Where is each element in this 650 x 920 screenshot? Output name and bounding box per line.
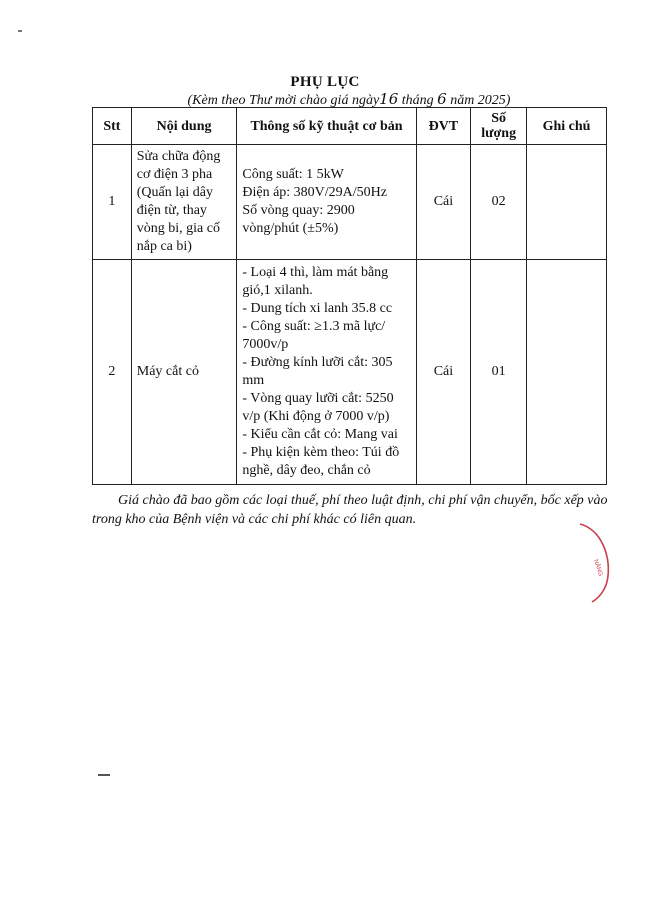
header-qty-line1: Số xyxy=(491,111,507,126)
header-unit: ĐVT xyxy=(416,108,471,145)
row-note xyxy=(527,260,607,485)
spec-line: - Loại 4 thì, làm mát bằng gió,1 xilanh. xyxy=(242,265,389,298)
row-spec xyxy=(237,145,416,260)
scan-dash xyxy=(98,774,110,776)
table-row xyxy=(93,260,607,485)
table-row xyxy=(93,145,607,260)
handwritten-month: 6 xyxy=(437,90,447,108)
row-qty: 01 xyxy=(471,260,527,485)
row-content: Máy cắt cỏ xyxy=(131,260,237,485)
header-spec: Thông số kỹ thuật cơ bản xyxy=(237,108,416,145)
scan-speck xyxy=(18,30,22,32)
spec-line: - Phụ kiện kèm theo: Túi đồ nghề, dây đeo, chắn cỏ xyxy=(242,445,400,478)
annex-table xyxy=(92,107,607,485)
row-stt: 1 xyxy=(93,145,132,260)
row-content: Sửa chữa động cơ điện 3 pha (Quấn lại dây điện từ, thay vòng bi, gia cố nắp ca bi) xyxy=(131,145,237,260)
row-spec xyxy=(237,260,416,485)
footer-note: Giá chào đã bao gồm các loại thuế, phí theo luật định, chi phí vận chuyển, bốc xếp vào trong kho của Bệnh viện và các chi phí khác có liên quan. xyxy=(92,493,608,527)
subtitle-prefix: (Kèm theo Thư mời chào giá ngày xyxy=(187,93,380,108)
row-qty: 02 xyxy=(471,145,527,260)
row-unit: Cái xyxy=(416,260,471,485)
row-unit: Cái xyxy=(416,145,471,260)
spec-line: Công suất: 1 5kW xyxy=(242,167,344,182)
spec-line: - Kiểu cần cắt cỏ: Mang vai xyxy=(242,427,398,442)
header-qty-line2: lượng xyxy=(481,126,517,141)
table-header-row xyxy=(93,108,607,145)
header-stt: Stt xyxy=(93,108,132,145)
subtitle-suffix: năm 2025) xyxy=(446,93,511,108)
row-note xyxy=(527,145,607,260)
page-title: PHỤ LỤC xyxy=(290,74,360,90)
spec-line: - Dung tích xi lanh 35.8 cc xyxy=(242,301,393,316)
stamp-lettering: NĂNG xyxy=(592,558,604,578)
spec-line: - Công suất: ≥1.3 mã lực/ 7000v/p xyxy=(242,319,386,352)
spec-line: Điện áp: 380V/29A/50Hz xyxy=(242,185,388,200)
spec-line: Số vòng quay: 2900 vòng/phút (±5%) xyxy=(242,203,355,236)
red-stamp-fragment xyxy=(578,520,612,604)
row-stt: 2 xyxy=(93,260,132,485)
subtitle-month-label: tháng xyxy=(398,93,438,108)
spec-line: - Vòng quay lưỡi cắt: 5250 v/p (Khi động ở 7000 v/p) xyxy=(242,391,394,424)
header-qty xyxy=(471,108,527,145)
header-note: Ghi chú xyxy=(527,108,607,145)
spec-line: - Đường kính lưỡi cắt: 305 mm xyxy=(242,355,393,388)
handwritten-day: 16 xyxy=(379,90,399,108)
header-content: Nội dung xyxy=(131,108,237,145)
